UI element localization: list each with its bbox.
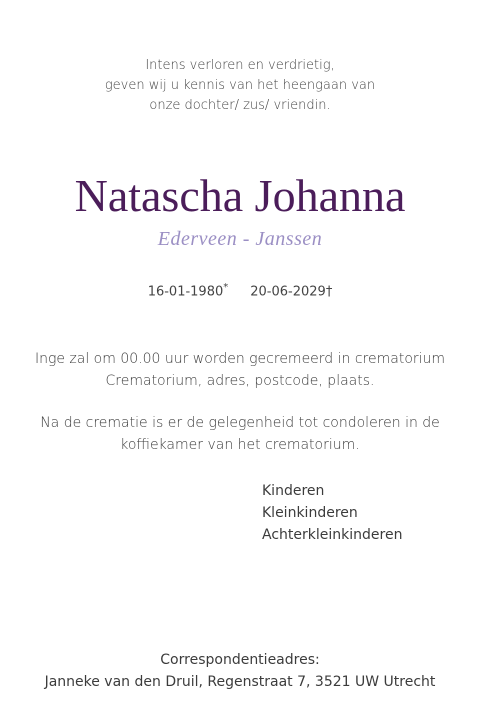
life-dates	[0, 278, 480, 302]
condolence-text	[0, 412, 480, 456]
deceased-surname: Ederveen - Janssen	[157, 228, 323, 250]
cremation-text	[0, 348, 480, 392]
birth-mark: *	[223, 282, 229, 293]
family-item: Kleinkinderen	[262, 505, 358, 521]
death-date: 20-06-2029	[250, 284, 326, 300]
intro-text	[0, 56, 480, 116]
birth-date: 16-01-1980	[147, 284, 224, 300]
correspondence-address: Janneke van den Druil, Regenstraat 7, 3521 UW Utrecht	[44, 674, 436, 690]
death-mark: †	[325, 284, 333, 300]
deceased-name: Natascha Johanna	[74, 170, 406, 221]
cremation-line: Inge zal om 00.00 uur worden gecremeerd in crematorium	[34, 351, 446, 367]
intro-line: Intens verloren en verdrietig,	[145, 58, 335, 73]
intro-line: geven wij u kennis van het heengaan van	[104, 78, 376, 93]
family-item: Kinderen	[262, 483, 325, 499]
intro-line: onze dochter/ zus/ vriendin.	[149, 98, 331, 113]
family-item: Achterkleinkinderen	[262, 527, 403, 543]
cremation-line: Crematorium, adres, postcode, plaats.	[105, 373, 375, 389]
condolence-line: koffiekamer van het crematorium.	[120, 437, 360, 453]
condolence-line: Na de crematie is er de gelegenheid tot condoleren in de	[40, 415, 440, 431]
correspondence-block	[0, 649, 480, 693]
correspondence-label: Correspondentieadres:	[160, 652, 320, 668]
family-list	[262, 480, 402, 546]
